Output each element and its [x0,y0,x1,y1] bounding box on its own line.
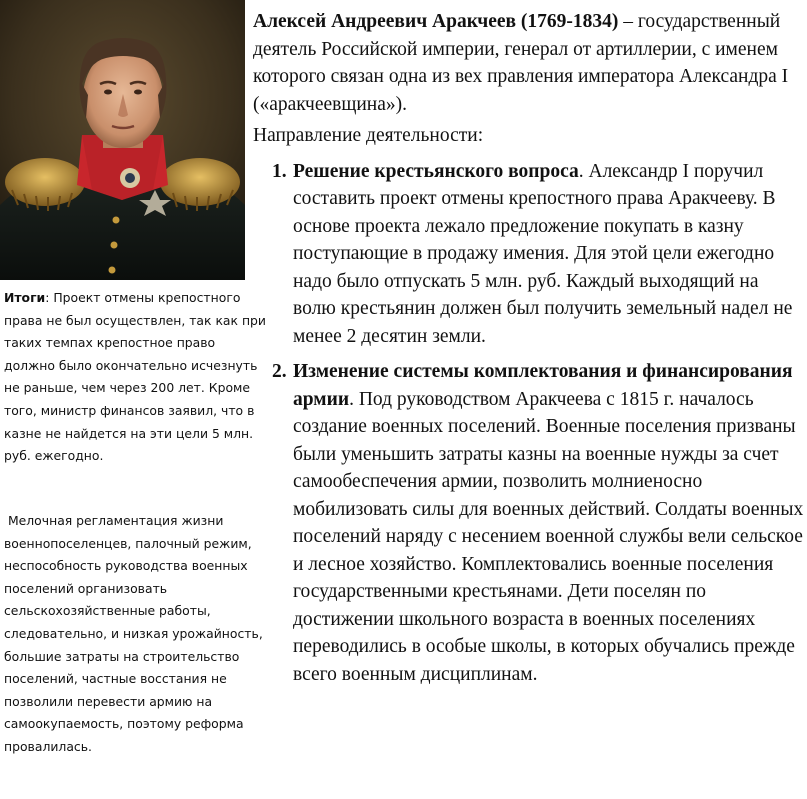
person-description: – государственный деятель Российской империи, генерал от артиллерии, с именем которого связан одна из вех правления императора Александра I («аракчеевщина»). [253,11,789,115]
list-number: 2. [272,361,287,382]
military-summary-text: Мелочная регламентация жизни военнопоселенцев, палочный режим, неспособность руководства военных поселений организовать сельскохозяйственные работы, следовательно, и низкая урожайность, большие затраты на строительство поселений, частные восстания не позволили перевести армию на самоокупаемость, поэтому реформа провалилась. [4,513,263,754]
direction-heading: Направление деятельности: [253,125,484,146]
list-number: 1. [272,160,287,182]
results-text: : Проект отмены крепостного права не был осуществлен, так как при таких темпах крепостное право должно было окончательно исчезнуть не раньше, чем через 200 лет. Кроме того, министр финансов заявил, что в казне не найдется на эти цели 5 млн. руб. ежегодно. [4,290,266,464]
activity-title: Решение крестьянского вопроса [293,160,579,182]
activity-text: . Александр I поручил составить проект отмены крепостного права Аракчееву. В основе проекта лежало предложение покупать в казну поступающие в продажу имения. Для этой цели ежегодно надо было отпускать 5 млн. руб. Каждый выходящий на волю крестьянин должен был получить земельный надел не менее 2 десятин земли. [293,160,793,347]
main-article [253,8,805,688]
activity-item-peasant-question [253,158,805,351]
results-label: Итоги [4,290,46,305]
headline-paragraph [253,8,805,118]
person-name: Алексей Андреевич Аракчеев (1769-1834) [253,11,619,32]
activity-title: Изменение системы комплектования и финансирования армии [293,361,793,410]
military-settlements-summary [4,510,266,759]
activity-item-army-reform [253,358,805,688]
activities-list [253,158,805,689]
results-paragraph [4,287,266,468]
portrait-image [0,0,245,280]
activity-text: . Под руководством Аракчеева с 1815 г. началось создание военных поселений. Военные поселения призваны были уменьшить затраты казны на военные нужды за счет самообеспечения армии, позволить молниеносно мобилизовать силы для военных действий. Солдаты военных поселений наряду с несением военной службы вели сельское и лесное хозяйство. Комплектовались военные поселения государственными крестьянами. Дети поселян по достижении школьного возраста в военных поселениях переводились в особые школы, в которых обучались прежде всего военным дисциплинам. [293,388,804,685]
portrait-painting [0,0,245,280]
